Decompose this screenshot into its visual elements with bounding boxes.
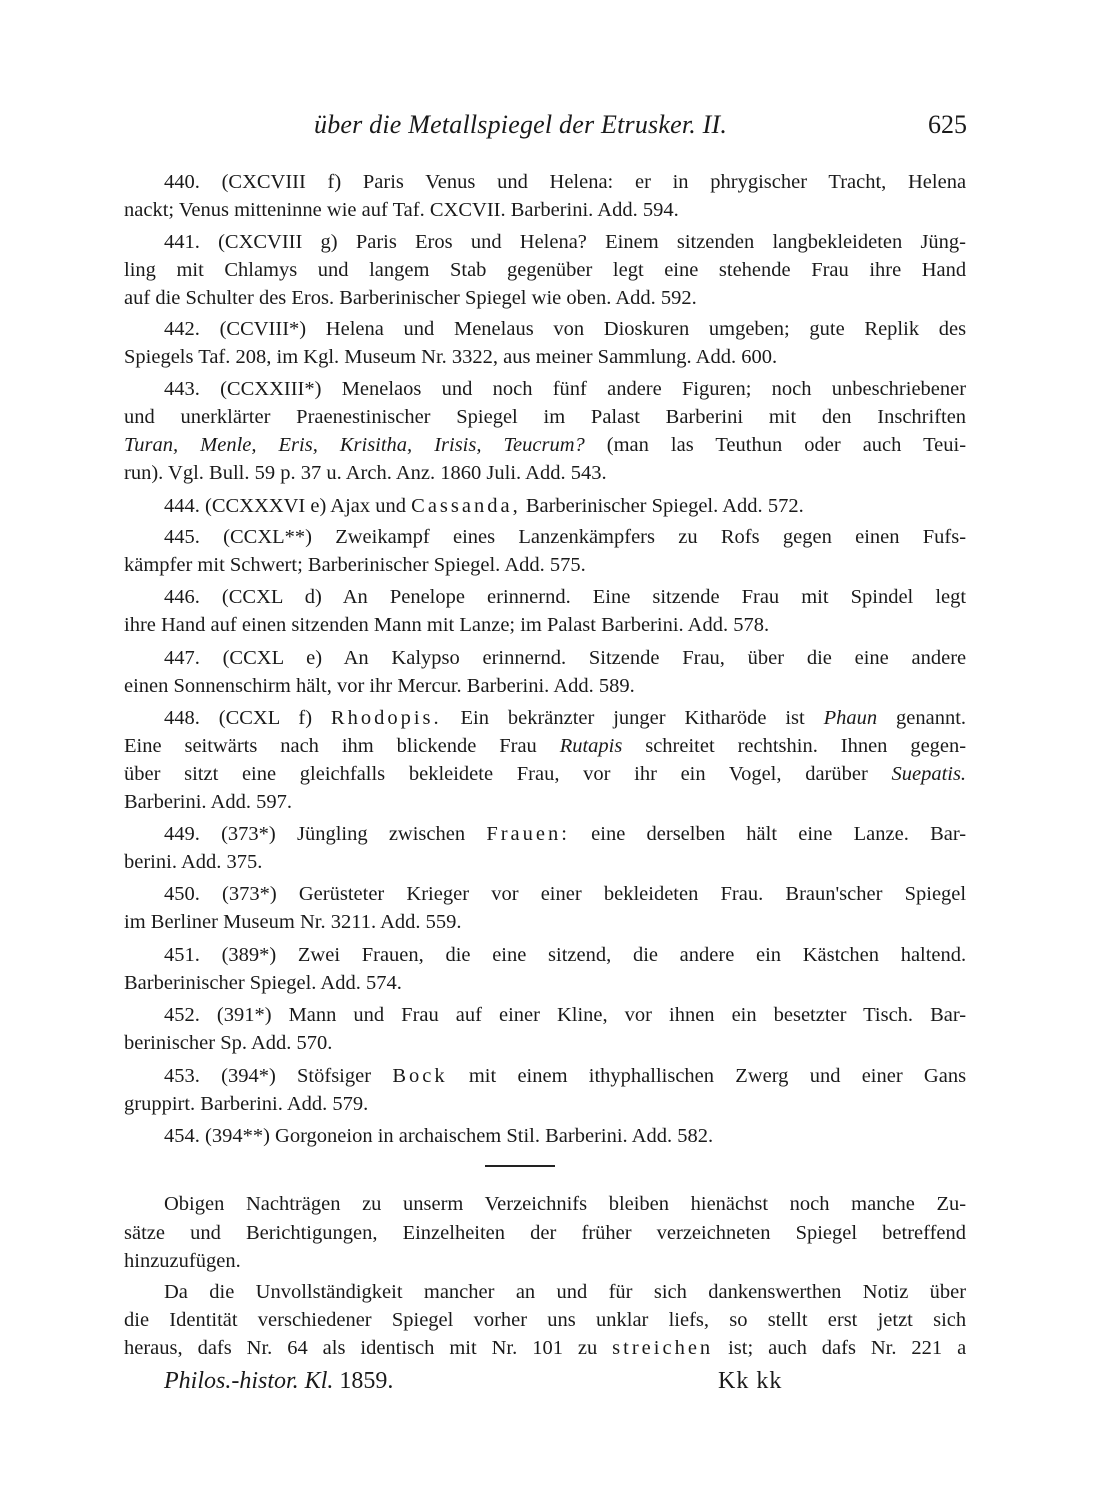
entry-line: 444. (CCXXXVI e) Ajax und Cassanda, Barberinischer Spiegel. Add. 572. [164,495,804,517]
entry-line: berini. Add. 375. [124,851,263,873]
entry-line: 440. (CXCVIII f) Paris Venus und Helena: er in phrygischer Tracht, Helena [164,171,967,193]
entry-line: ihre Hand auf einen sitzenden Mann mit Lanze; im Palast Barberini. Add. 578. [124,614,770,636]
entry-line: nackt; Venus mitteninne wie auf Taf. CXCVII. Barberini. Add. 594. [124,199,679,221]
entry-line: 449. (373*) Jüngling zwischen Frauen: eine derselben hält eine Lanze. Bar- [164,823,967,845]
entry-line: 452. (391*) Mann und Frau auf einer Kline, vor ihnen ein besetzter Tisch. Bar- [164,1004,967,1026]
entry-line: einen Sonnenschirm hält, vor ihr Mercur. Barberini. Add. 589. [124,675,635,697]
entry-line: kämpfer mit Schwert; Barberinischer Spiegel. Add. 575. [124,554,586,576]
entry-line: 451. (389*) Zwei Frauen, die eine sitzend, die andere ein Kästchen haltend. [164,944,967,966]
closing-paragraph-line: Obigen Nachträgen zu unserm Verzeichnifs bleiben hienächst noch manche Zu- [164,1193,967,1215]
footer-year: 1859. [339,1368,394,1394]
entry-line: Spiegels Taf. 208, im Kgl. Museum Nr. 3322, aus meiner Sammlung. Add. 600. [124,346,778,368]
footer-signature-left [164,1368,393,1395]
entry-line: gruppirt. Barberini. Add. 579. [124,1093,369,1115]
footer-series: Philos.-histor. Kl. [164,1368,334,1394]
entry-line: 442. (CCVIII*) Helena und Menelaus von Dioskuren umgeben; gute Replik des [164,318,967,340]
entry-line: 450. (373*) Gerüsteter Krieger vor einer bekleideten Frau. Braun'scher Spiegel [164,883,967,905]
entry-line: 441. (CXCVIII g) Paris Eros und Helena? Einem sitzenden langbekleideten Jüng- [164,231,967,253]
entry-line: Turan, Menle, Eris, Krisitha, Irisis, Teucrum? (man las Teuthun oder auch Teui- [124,434,967,456]
section-divider [485,1165,555,1167]
entry-line: 453. (394*) Stöfsiger Bock mit einem ithyphallischen Zwerg und einer Gans [164,1065,967,1087]
closing-paragraph-line: Da die Unvollständigkeit mancher an und für sich dankenswerthen Notiz über [164,1281,967,1303]
running-title: über die Metallspiegel der Etrusker. II. [314,110,728,139]
entry-line: über sitzt eine gleichfalls bekleidete Frau, vor ihr ein Vogel, darüber Suepatis. [124,763,967,785]
entry-line: 454. (394**) Gorgoneion in archaischem Stil. Barberini. Add. 582. [164,1125,714,1147]
entry-line: im Berliner Museum Nr. 3211. Add. 559. [124,911,462,933]
entry-line: 448. (CCXL f) Rhodopis. Ein bekränzter junger Kitharöde ist Phaun genannt. [164,707,967,729]
entry-line: und unerklärter Praenestinischer Spiegel im Palast Barberini mit den Inschriften [124,406,967,428]
page-number: 625 [928,110,967,139]
entry-line: auf die Schulter des Eros. Barberinischer Spiegel wie oben. Add. 592. [124,287,697,309]
entry-line: run). Vgl. Bull. 59 p. 37 u. Arch. Anz. 1860 Juli. Add. 543. [124,462,607,484]
entry-line: Eine seitwärts nach ihm blickende Frau Rutapis schreitet rechtshin. Ihnen gegen- [124,735,967,757]
entry-line: ling mit Chlamys und langem Stab gegenüber legt eine stehende Frau ihre Hand [124,259,967,281]
entry-line: berinischer Sp. Add. 570. [124,1032,333,1054]
entry-line: Barberini. Add. 597. [124,791,292,813]
closing-paragraph-line: heraus, dafs Nr. 64 als identisch mit Nr. 101 zu streichen ist; auch dafs Nr. 221 a [124,1337,967,1359]
entry-line: 447. (CCXL e) An Kalypso erinnernd. Sitzende Frau, über die eine andere [164,647,967,669]
entry-line: 446. (CCXL d) An Penelope erinnernd. Eine sitzende Frau mit Spindel legt [164,586,967,608]
entry-line: Barberinischer Spiegel. Add. 574. [124,972,402,994]
entry-line: 443. (CCXXIII*) Menelaos und noch fünf andere Figuren; noch unbeschriebener [164,378,967,400]
closing-paragraph-line: hinzuzufügen. [124,1250,241,1272]
closing-paragraph-line: die Identität verschiedener Spiegel vorher uns unklar liefs, so stellt erst jetzt sich [124,1309,967,1331]
footer-signature-mark: Kk kk [718,1368,783,1394]
entry-line: 445. (CCXL**) Zweikampf eines Lanzenkämpfers zu Rofs gegen einen Fufs- [164,526,967,548]
closing-paragraph-line: sätze und Berichtigungen, Einzelheiten der früher verzeichneten Spiegel betreffend [124,1222,967,1244]
